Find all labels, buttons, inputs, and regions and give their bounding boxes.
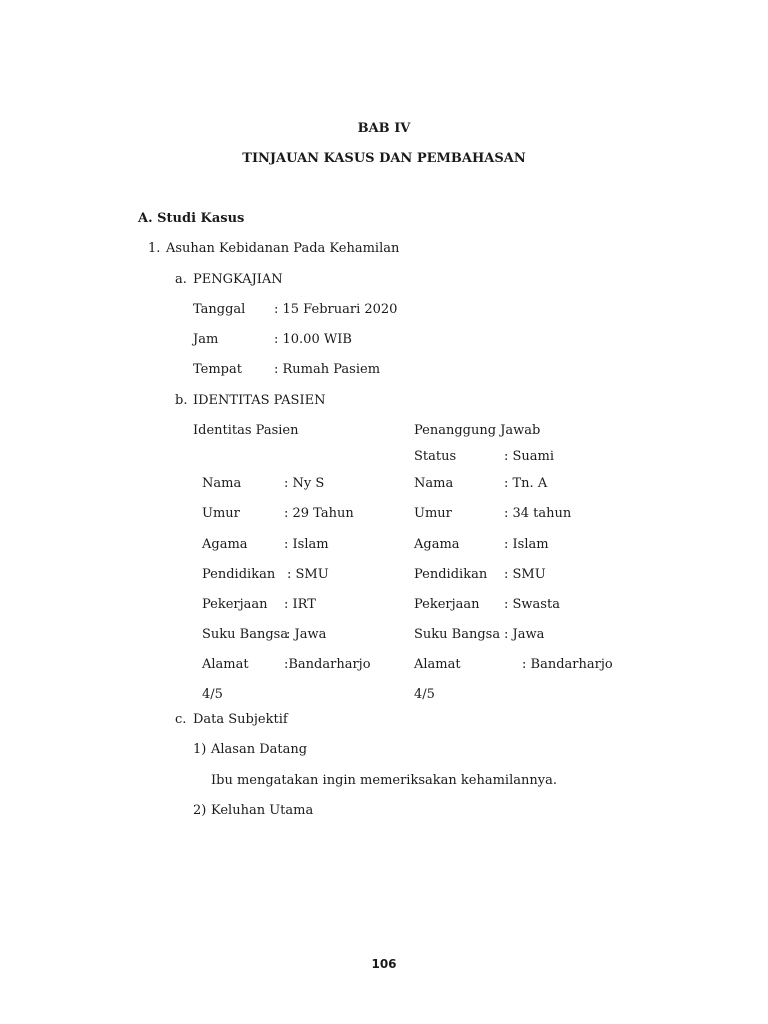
section-heading: A. Studi Kasus: [138, 211, 245, 226]
sub-item-title: Alasan Datang: [211, 742, 308, 757]
field-value: : Tn. A: [504, 476, 548, 491]
field-label: Agama: [414, 537, 460, 552]
field-value: : Bandarharjo: [522, 657, 613, 672]
paragraph-text: Ibu mengatakan ingin memeriksakan kehamilannya.: [211, 773, 557, 788]
page-number: 106: [371, 957, 397, 971]
field-value: : Ny S: [284, 476, 325, 491]
column-header-guardian: Penanggung Jawab: [414, 423, 541, 438]
field-label: Nama: [414, 476, 454, 491]
field-value: :Bandarharjo: [284, 657, 371, 672]
field-label: Tempat: [193, 362, 242, 377]
field-label: Suku Bangsa: [202, 627, 289, 642]
field-label: Umur: [414, 506, 452, 521]
field-value: : SMU: [287, 567, 329, 582]
field-value: : Swasta: [504, 597, 560, 612]
subsection-title: Data Subjektif: [193, 712, 288, 727]
subsection-letter: c.: [175, 712, 187, 727]
field-label: Pekerjaan: [414, 597, 480, 612]
field-value: : Suami: [504, 449, 555, 464]
address-number: 4/5: [414, 687, 435, 702]
field-value: : Jawa: [504, 627, 545, 642]
field-label: Status: [414, 449, 457, 464]
field-label: Alamat: [202, 657, 249, 672]
field-value: : IRT: [284, 597, 316, 612]
field-value: : SMU: [504, 567, 546, 582]
field-value: : 34 tahun: [504, 506, 572, 521]
field-label: Pendidikan: [202, 567, 276, 582]
subsection-letter: a.: [175, 272, 187, 287]
address-number: 4/5: [202, 687, 223, 702]
item-number: 1.: [148, 241, 161, 256]
field-label: Jam: [193, 332, 219, 347]
field-label: Pekerjaan: [202, 597, 268, 612]
sub-item-number: 2): [193, 803, 207, 818]
field-label: Suku Bangsa: [414, 627, 501, 642]
field-label: Pendidikan: [414, 567, 488, 582]
field-value: : 15 Februari 2020: [274, 302, 398, 317]
field-value: : 10.00 WIB: [274, 332, 352, 347]
subsection-letter: b.: [175, 393, 188, 408]
chapter-title: TINJAUAN KASUS DAN PEMBAHASAN: [242, 151, 526, 166]
field-label: Agama: [202, 537, 248, 552]
item-title: Asuhan Kebidanan Pada Kehamilan: [166, 241, 400, 256]
sub-item-title: Keluhan Utama: [211, 803, 314, 818]
field-label: Nama: [202, 476, 242, 491]
field-value: : 29 Tahun: [284, 506, 354, 521]
field-label: Tanggal: [193, 302, 246, 317]
field-value: : Islam: [504, 537, 549, 552]
field-value: : Islam: [284, 537, 329, 552]
column-header-patient: Identitas Pasien: [193, 423, 299, 438]
subsection-title: PENGKAJIAN: [193, 272, 283, 287]
subsection-title: IDENTITAS PASIEN: [193, 393, 326, 408]
field-value: : Rumah Pasiem: [274, 362, 381, 377]
field-label: Umur: [202, 506, 240, 521]
chapter-heading: BAB IV: [357, 121, 411, 136]
field-label: Alamat: [414, 657, 461, 672]
sub-item-number: 1): [193, 742, 207, 757]
field-value: : Jawa: [286, 627, 327, 642]
